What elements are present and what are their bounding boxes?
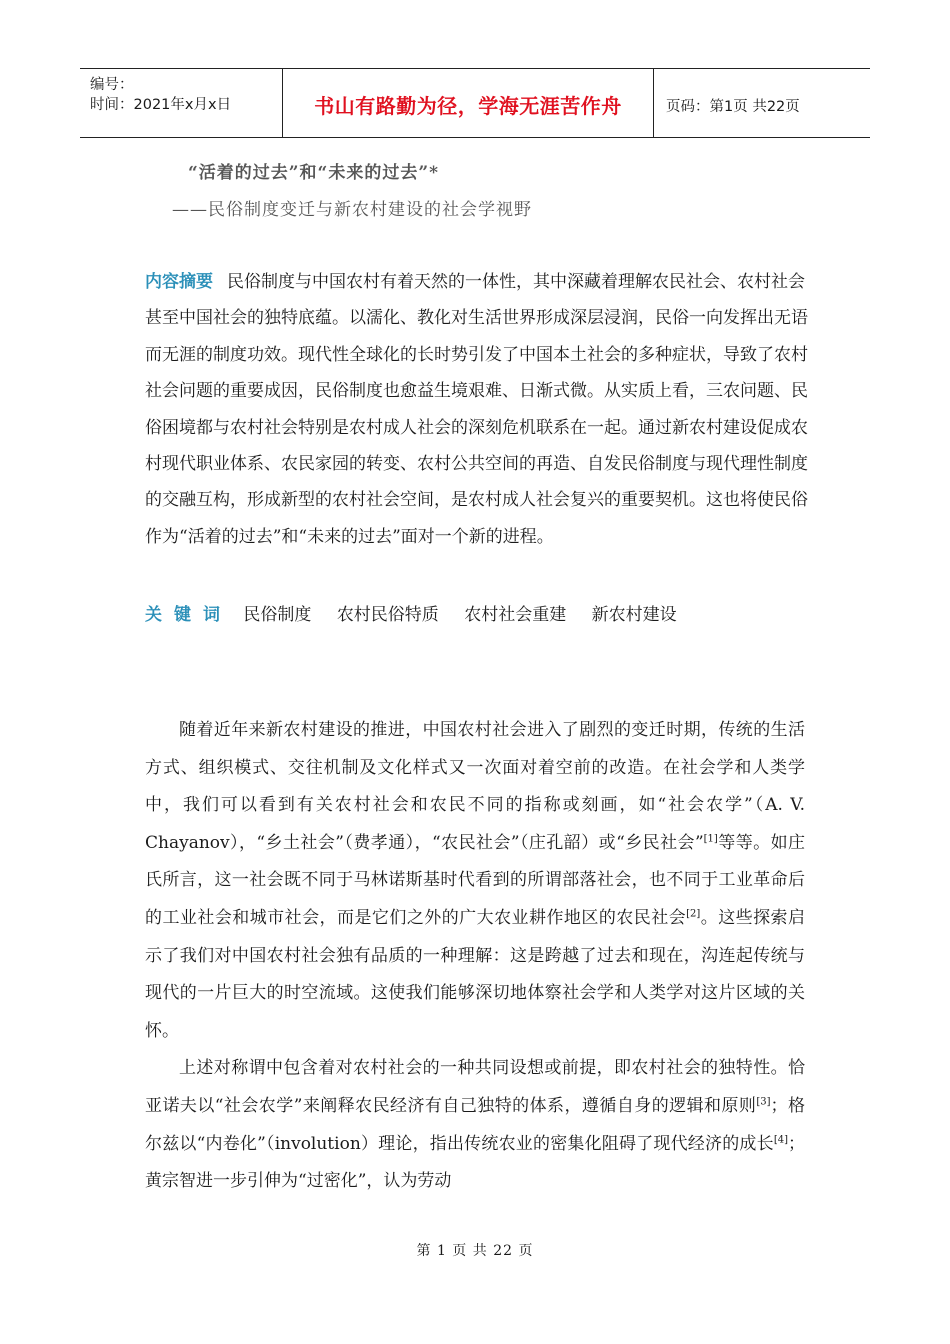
article-subtitle: ——民俗制度变迁与新农村建设的社会学视野 [172,200,532,220]
paragraph-text: 上述对称谓中包含着对农村社会的一种共同设想或前提，即农村社会的独特性。恰亚诺夫以“社会农学”来阐释农民经济有自己独特的体系，遵循自身的逻辑和原则 [145,1058,805,1116]
header-meta-cell [80,69,283,137]
body-text [145,712,805,1201]
header-page-info: 页码：第1页 共22页 [666,99,800,115]
header-page-cell [654,69,870,137]
paragraph-text: ；黄宗智进一步引伸为“过密化”，认为劳动 [145,1133,805,1192]
document-date-label: 时间：2021年x月x日 [90,97,232,113]
keyword-item: 新农村建设 [591,605,677,625]
paragraph-text: ；格尔兹以“内卷化”（involution）理论，指出传统农业的密集化阻碍了现代经济的成长 [145,1095,805,1154]
page-footer: 第 1 页 共 22 页 [416,1243,534,1259]
abstract-block [145,264,815,555]
keyword-item: 农村社会重建 [464,605,567,625]
reference-marker: [2] [686,908,701,920]
paragraph-text: 等等。如庄氏所言，这一社会既不同于马林诺斯基时代看到的所谓部落社会，也不同于工业革命后的工业社会和城市社会，而是它们之外的广大农业耕作地区的农民社会 [145,832,805,928]
header-table [80,68,870,138]
keyword-item: 农村民俗特质 [336,605,439,625]
keywords-block [145,600,697,625]
abstract-text: 民俗制度与中国农村有着天然的一体性，其中深藏着理解农民社会、农村社会甚至中国社会的独特底蕴。以濡化、教化对生活世界形成深层浸润，民俗一向发挥出无语而无涯的制度功效。现代性全球化的长时势引发了中国本土社会的多种症状，导致了农村社会问题的重要成因，民俗制度也愈益生境艰难、日渐式微。从实质上看，三农问题、民俗困境都与农村社会特别是农村成人社会的深刻危机联系在一起。通过新农村建设促成农村现代职业体系、农民家园的转变、农村公共空间的再造、自发民俗制度与现代理性制度的交融互构，形成新型的农村社会空间，是农村成人社会复兴的重要契机。这也将使民俗作为“活着的过去”和“未来的过去”面对一个新的进程。 [145,272,808,547]
paragraph-text: 随着近年来新农村建设的推进，中国农村社会进入了剧烈的变迁时期，传统的生活方式、组织模式、交往机制及文化样式又一次面对着空前的改造。在社会学和人类学中，我们可以看到有关农村社会和农民不同的指称或刻画，如“社会农学”（A. V. Chayanov），“乡土社会”（费孝通），“农民社会”（庄孔韶）或“乡民社会” [145,720,805,853]
article-title: “活着的过去”和“未来的过去”* [188,163,440,183]
document-number-label: 编号： [90,77,134,93]
reference-marker: [3] [756,1096,771,1108]
header-motto-cell [283,69,654,137]
keyword-item: 民俗制度 [243,605,312,625]
body-paragraph-1 [145,712,805,1050]
abstract-label: 内容摘要 [145,272,213,292]
reference-marker: [1] [703,833,718,845]
body-paragraph-2 [145,1050,805,1200]
reference-marker: [4] [773,1133,788,1145]
paragraph-text: 。这些探索启示了我们对中国农村社会独有品质的一种理解：这是跨越了过去和现在，沟连起传统与现代的一片巨大的时空流域。这使我们能够深切地体察社会学和人类学对这片区域的关怀。 [145,907,806,1041]
header-motto: 书山有路勤为径，学海无涯苦作舟 [314,94,622,118]
keywords-label: 关键词 [145,605,232,625]
